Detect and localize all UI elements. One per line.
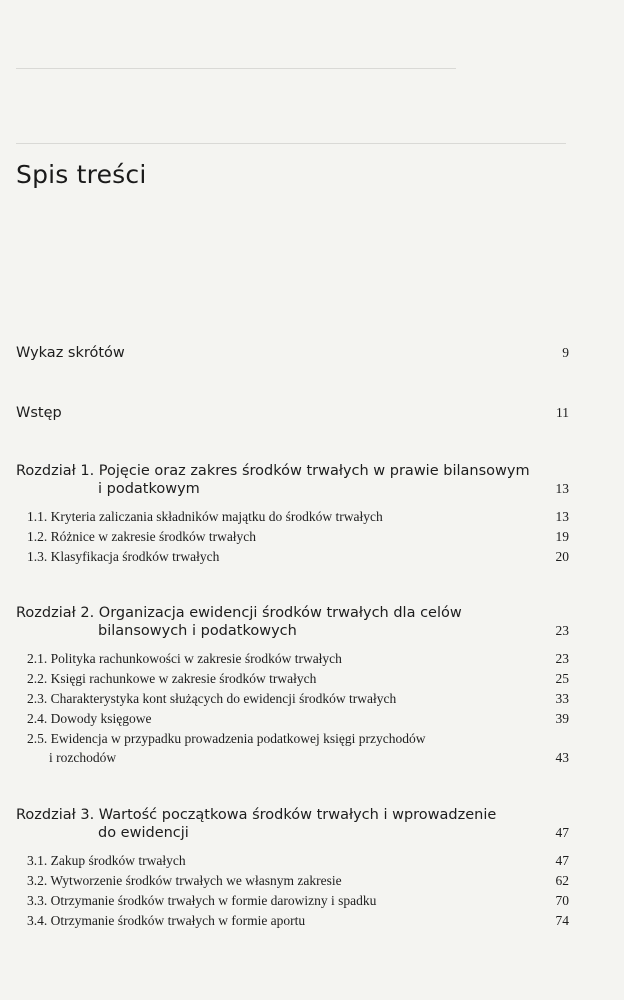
toc-section-3-2[interactable]: [27, 873, 569, 889]
page-title: Spis treści: [16, 160, 147, 189]
section-label: 1.1. Kryteria zaliczania składników majątku do środków trwałych: [27, 509, 383, 524]
section-label: 1.2. Różnice w zakresie środków trwałych: [27, 529, 257, 544]
toc-section-2-1[interactable]: [27, 651, 569, 667]
section-page: 25: [555, 671, 569, 686]
section-label: 3.1. Zakup środków trwałych: [27, 853, 186, 868]
toc-section-2-3[interactable]: [27, 691, 569, 707]
chapter-page: 47: [555, 825, 569, 840]
toc-entry-page: 11: [556, 405, 569, 420]
toc-section-1-3[interactable]: [27, 549, 569, 565]
toc-section-3-3[interactable]: [27, 893, 569, 909]
section-page: 39: [555, 711, 569, 726]
toc-entry-introduction[interactable]: [16, 405, 569, 421]
toc-section-2-5[interactable]: [27, 731, 569, 766]
section-label: 1.3. Klasyfikacja środków trwałych: [27, 549, 220, 564]
chapter-title-line2: i podatkowym: [98, 481, 200, 497]
chapter-title-line1: Rozdział 1. Pojęcie oraz zakres środków trwałych w prawie bilansowym: [16, 463, 530, 479]
section-page: 19: [555, 529, 569, 544]
toc-section-1-1[interactable]: [27, 509, 569, 525]
section-page: 13: [555, 509, 569, 524]
section-page: 62: [555, 873, 569, 888]
toc-section-1-2[interactable]: [27, 529, 569, 545]
section-page: 74: [555, 913, 569, 928]
section-label: 2.2. Księgi rachunkowe w zakresie środków trwałych: [27, 671, 317, 686]
toc-chapter-1[interactable]: [16, 463, 569, 497]
section-label: 3.4. Otrzymanie środków trwałych w formie aportu: [27, 913, 306, 928]
chapter-page: 23: [555, 623, 569, 638]
chapter-title-line2: bilansowych i podatkowych: [98, 623, 297, 639]
toc-chapter-3[interactable]: [16, 807, 569, 841]
toc-entry-abbreviations[interactable]: [16, 345, 569, 361]
section-label: 3.2. Wytworzenie środków trwałych we własnym zakresie: [27, 873, 342, 888]
section-label: 2.1. Polityka rachunkowości w zakresie środków trwałych: [27, 651, 342, 666]
show-through-rule: [16, 68, 456, 69]
chapter-page: 13: [555, 481, 569, 496]
section-label: 2.3. Charakterystyka kont służących do ewidencji środków trwałych: [27, 691, 397, 706]
toc-entry-page: 9: [562, 345, 569, 360]
toc-section-3-4[interactable]: [27, 913, 569, 929]
toc-section-2-4[interactable]: [27, 711, 569, 727]
section-label: 2.4. Dowody księgowe: [27, 711, 152, 726]
chapter-title-line1: Rozdział 2. Organizacja ewidencji środków trwałych dla celów: [16, 605, 462, 621]
section-page: 20: [555, 549, 569, 564]
section-label: 3.3. Otrzymanie środków trwałych w formie darowizny i spadku: [27, 893, 377, 908]
section-label-line2: i rozchodów: [49, 750, 117, 765]
section-page: 33: [555, 691, 569, 706]
toc-section-3-1[interactable]: [27, 853, 569, 869]
toc-section-2-2[interactable]: [27, 671, 569, 687]
chapter-title-line2: do ewidencji: [98, 825, 189, 841]
show-through-rule-2: [16, 143, 566, 144]
chapter-title-line1: Rozdział 3. Wartość początkowa środków trwałych i wprowadzenie: [16, 807, 497, 823]
section-page: 23: [555, 651, 569, 666]
toc-entry-label: Wstęp: [16, 405, 62, 421]
toc-chapter-2[interactable]: [16, 605, 569, 639]
section-page: 70: [555, 893, 569, 908]
section-page: 43: [555, 750, 569, 765]
section-label: 2.5. Ewidencja w przypadku prowadzenia podatkowej księgi przychodów: [27, 731, 426, 746]
section-page: 47: [555, 853, 569, 868]
toc-entry-label: Wykaz skrótów: [16, 345, 125, 361]
